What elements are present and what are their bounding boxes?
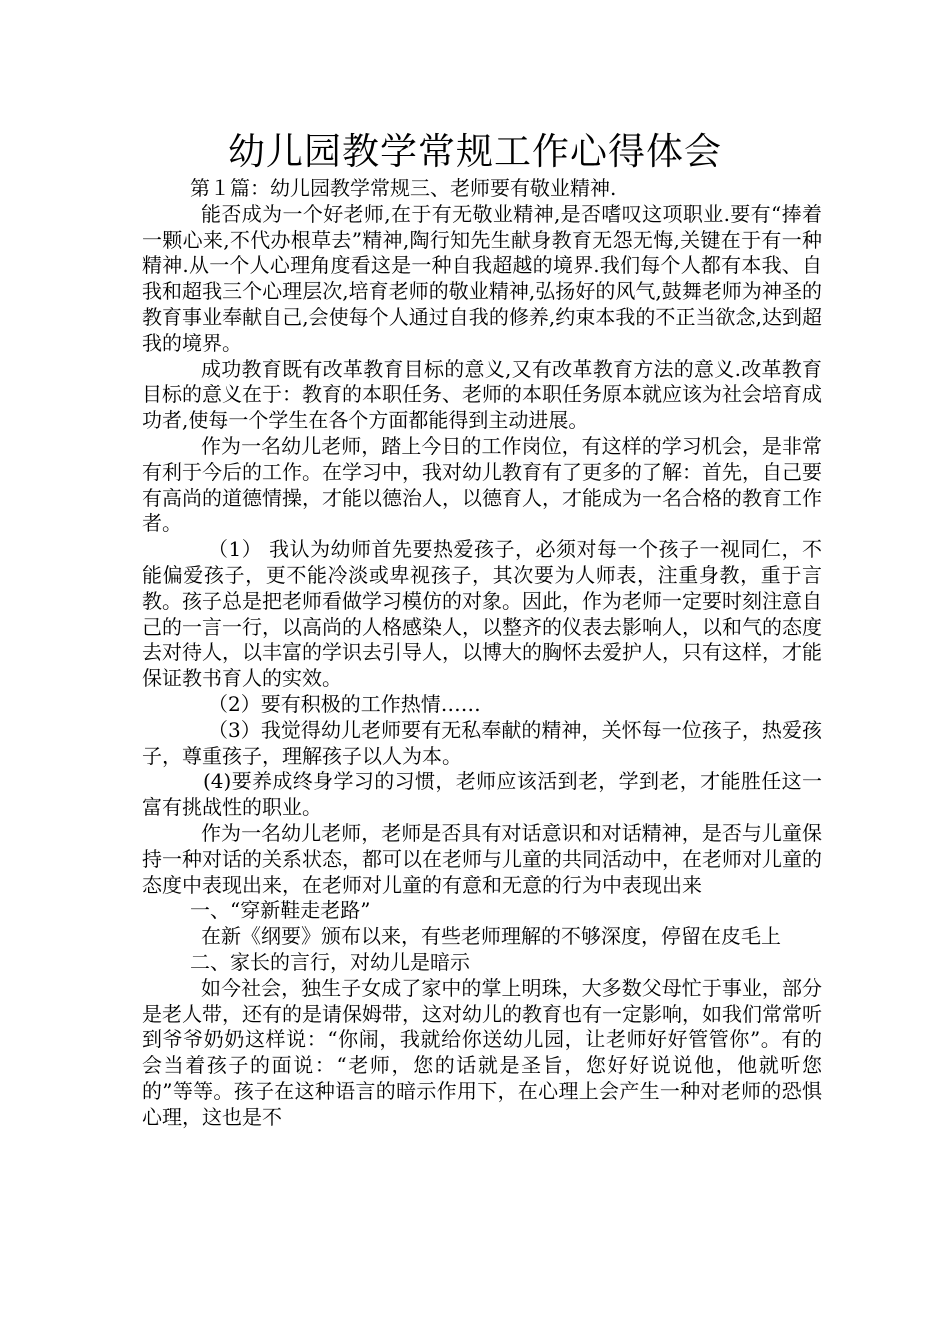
paragraph-dialogue: 作为一名幼儿老师，老师是否具有对话意识和对话精神，是否与儿童保持一种对话的关系状态，都可以在老师与儿童的共同活动中，在老师对儿童的态度中表现出来，在老师对儿童的有意和无意的行为中表现出来 [142,820,822,897]
list-item-4: (4)要养成终身学习的习惯，老师应该活到老，学到老，才能胜任这一富有挑战性的职业。 [142,769,822,820]
paragraph-parents: 如今社会，独生子女成了家中的掌上明珠，大多数父母忙于事业，部分是老人带，还有的是请保姆带，这对幼儿的教育也有一定影响，如我们常常听到爷爷奶奶这样说：“你闹，我就给你送幼儿园，让老师好好管管你”。有的会当着孩子的面说：“老师，您的话就是圣旨，您好好说说他，他就听您的”等等。孩子在这种语言的暗示作用下，在心理上会产生一种对老师的恐惧心理，这也是不 [142,975,822,1129]
chapter-heading: 第１篇：幼儿园教学常规三、老师要有敬业精神. [190,176,617,200]
list-item-3: （3）我觉得幼儿老师要有无私奉献的精神，关怀每一位孩子，热爱孩子，尊重孩子，理解孩子以人为本。 [142,717,822,768]
document-body [142,176,822,1130]
paragraph-new-outline: 在新《纲要》颁布以来，有些老师理解的不够深度，停留在皮毛上 [201,924,781,949]
document-title: 幼儿园教学常规工作心得体会 [228,130,722,173]
section-heading-2: 二、家长的言行，对幼儿是暗示 [190,949,470,974]
paragraph-dedication: 能否成为一个好老师,在于有无敬业精神,是否嗜叹这项职业.要有“捧着一颗心来,不代办根草去”精神,陶行知先生献身教育无怨无悔,关键在于有一种精神.从一个人心理角度看这是一种自我超越的境界.我们每个人都有本我、自我和超我三个心理层次,培育老师的敬业精神,弘扬好的风气,鼓舞老师为神圣的教育事业奉献自己,会使每个人通过自我的修养,约束本我的不正当欲念,达到超我的境界。 [142,201,822,355]
paragraph-success-education: 成功教育既有改革教育目标的意义,又有改革教育方法的意义.改革教育目标的意义在于：教育的本职任务、老师的本职任务原本就应该为社会培育成功者,使每一个学生在各个方面都能得到主动进展。 [142,356,822,433]
paragraph-teacher-role: 作为一名幼儿老师，踏上今日的工作岗位，有这样的学习机会，是非常有利于今后的工作。在学习中，我对幼儿教育有了更多的了解：首先，自己要有高尚的道德情操，才能以德治人，以德育人，才能成为一名合格的教育工作者。 [142,433,822,536]
list-item-1: （1） 我认为幼师首先要热爱孩子，必须对每一个孩子一视同仁，不能偏爱孩子，更不能冷淡或卑视孩子，其次要为人师表，注重身教，重于言教。孩子总是把老师看做学习模仿的对象。因此，作为老师一定要时刻注意自己的一言一行，以高尚的人格感染人，以整齐的仪表去影响人，以和气的态度去对待人，以丰富的学识去引导人，以博大的胸怀去爱护人，只有这样，才能保证教书育人的实效。 [142,537,822,691]
list-item-2: （2）要有积极的工作热情…… [208,691,481,716]
section-heading-1: 一、“穿新鞋走老路” [190,898,371,923]
